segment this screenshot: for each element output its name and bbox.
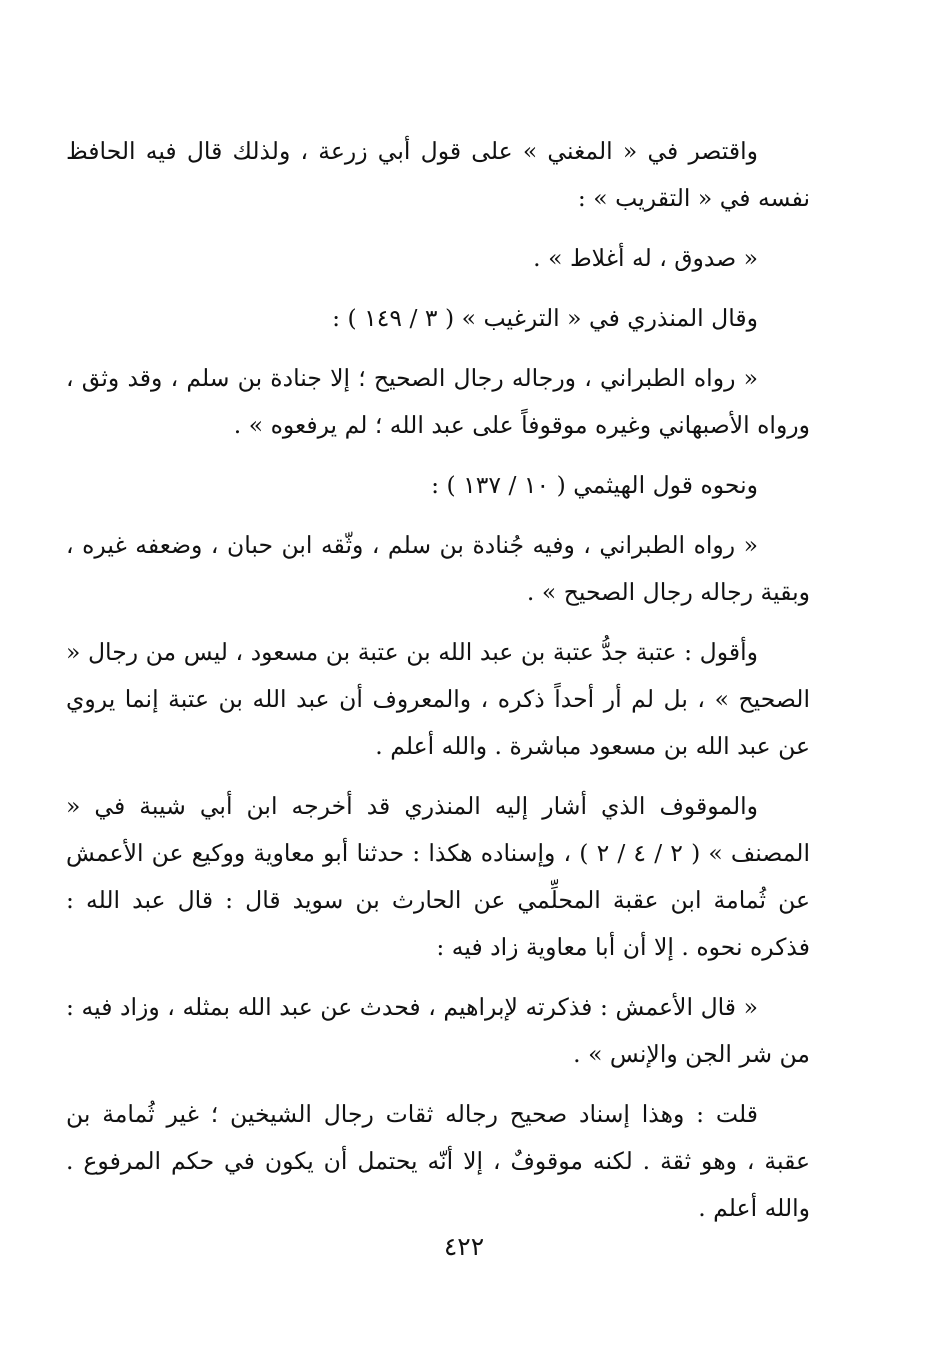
paragraph-conclusion: قلت : وهذا إسناد صحيح رجاله ثقات رجال الشيخين ؛ غير ثُمامة بن عقبة ، وهو ثقة . لكنه موقوفٌ ، إلا أنّه يحتمل أن يكون في حكم المرفوع . والله أعلم . <box>66 1100 810 1222</box>
quote-amash: « قال الأعمش : فذكرته لإبراهيم ، فحدث عن عبد الله بمثله ، وزاد فيه : من شر الجن والإنس » . <box>66 993 810 1068</box>
quote-tabarani-1: « رواه الطبراني ، ورجاله رجال الصحيح ؛ إلا جنادة بن سلم ، وقد وثق ، ورواه الأصبهاني وغيره موقوفاً على عبد الله ؛ لم يرفعوه » . <box>66 364 810 439</box>
paragraph-mawquf: والموقوف الذي أشار إليه المنذري قد أخرجه ابن أبي شيبة في « المصنف » ( ٢ / ٤ / ٢ ) ، وإسناده هكذا : حدثنا أبو معاوية ووكيع عن الأعمش عن ثُمامة ابن عقبة المحلِّمي عن الحارث بن سويد قال : قال عبد الله : فذكره نحوه . إلا أن أبا معاوية زاد فيه : <box>66 792 810 961</box>
paragraph-mughni: واقتصر في « المغني » على قول أبي زرعة ، ولذلك قال فيه الحافظ نفسه في « التقريب » : <box>66 137 810 212</box>
paragraph-haythami: ونحوه قول الهيثمي ( ١٠ / ١٣٧ ) : <box>431 471 758 499</box>
page-number: ٤٢٢ <box>443 1232 485 1261</box>
page-body <box>66 128 810 1232</box>
paragraph-utba: وأقول : عتبة جدُّ عتبة بن عبد الله بن عتبة بن مسعود ، ليس من رجال « الصحيح » ، بل لم أر أحداً ذكره ، والمعروف أن عبد الله بن عتبة إنما يروي عن عبد الله بن مسعود مباشرة . والله أعلم . <box>66 638 810 760</box>
paragraph-mundhiri: وقال المنذري في « الترغيب » ( ٣ / ١٤٩ ) : <box>332 304 758 332</box>
quote-saduq: « صدوق ، له أغلاط » . <box>533 244 758 272</box>
quote-tabarani-2: « رواه الطبراني ، وفيه جُنادة بن سلم ، وثّقه ابن حبان ، وضعفه غيره ، وبقية رجاله رجال الصحيح » . <box>66 531 810 606</box>
